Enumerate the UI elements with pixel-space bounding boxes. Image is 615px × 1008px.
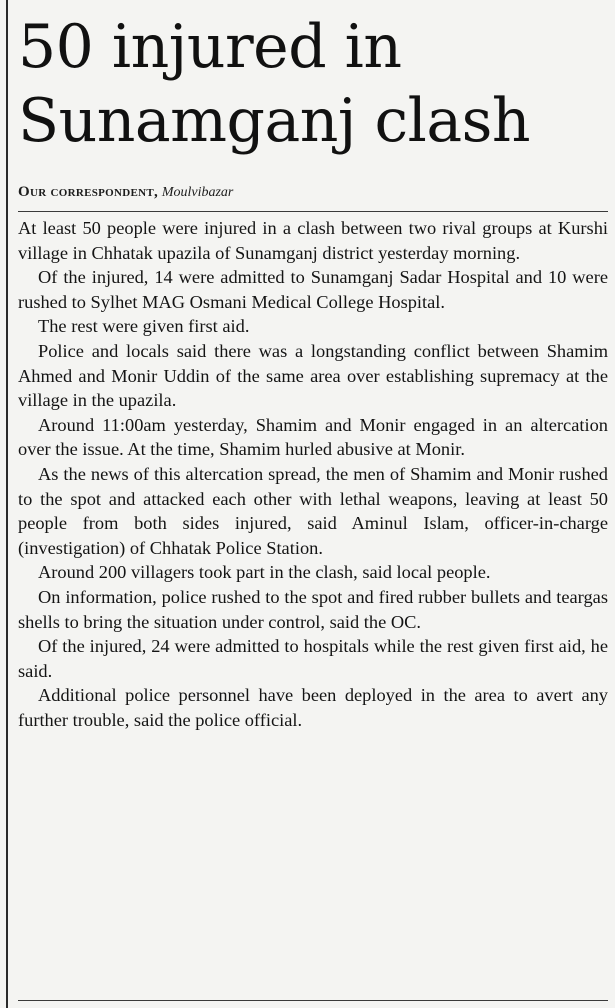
- byline-location: Moulvibazar: [161, 185, 234, 200]
- byline-divider: [18, 211, 608, 212]
- byline: [18, 182, 610, 203]
- byline-author: Our correspondent,: [18, 184, 159, 200]
- article-end-divider: [18, 1000, 608, 1001]
- paragraph: Additional police personnel have been deployed in the area to avert any further trouble, said the police official.: [18, 685, 608, 730]
- paragraph: Around 11:00am yesterday, Shamim and Monir engaged in an altercation over the issue. At the time, Shamim hurled abusive at Monir.: [18, 414, 608, 460]
- paragraph: As the news of this altercation spread, the men of Shamim and Monir rushed to the spot and attacked each other with lethal weapons, leaving at least 50 people from both sides injured, said Aminul Islam, officer-in-charge (investigation) of Chhatak Police Station.: [18, 463, 608, 558]
- paragraph: Of the injured, 24 were admitted to hospitals while the rest given first aid, he said.: [18, 636, 608, 681]
- article-body: [18, 216, 608, 732]
- paragraph: The rest were given first aid.: [38, 316, 250, 337]
- news-article: [18, 0, 610, 732]
- paragraph: On information, police rushed to the spot and fired rubber bullets and teargas shells to bring the situation under control, said the OC.: [18, 586, 608, 632]
- paragraph: At least 50 people were injured in a clash between two rival groups at Kurshi village in Chhatak upazila of Sunamganj district yesterday morning.: [18, 218, 608, 263]
- paragraph: Of the injured, 14 were admitted to Sunamganj Sadar Hospital and 10 were rushed to Sylhet MAG Osmani Medical College Hospital.: [18, 267, 608, 312]
- paragraph: Around 200 villagers took part in the clash, said local people.: [38, 562, 491, 583]
- headline: 50 injured in Sunamganj clash: [18, 12, 531, 156]
- paragraph: Police and locals said there was a longstanding conflict between Shamim Ahmed and Monir Uddin of the same area over establishing supremacy at the village in the upazila.: [18, 340, 608, 411]
- column-divider: [6, 0, 8, 1008]
